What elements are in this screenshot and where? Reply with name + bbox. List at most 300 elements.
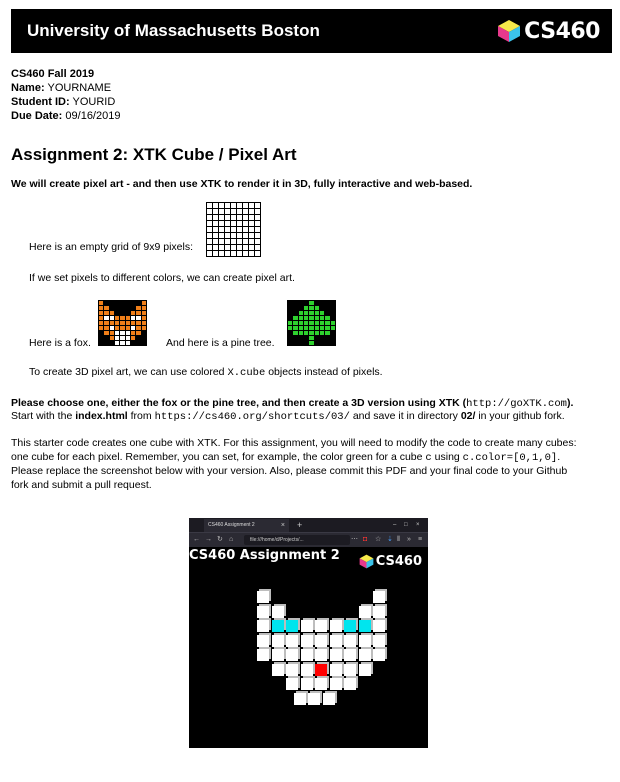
pixel xyxy=(104,341,108,345)
pixel xyxy=(293,336,297,340)
tree-text: And here is a pine tree. xyxy=(166,337,275,349)
grid-cell xyxy=(255,203,260,208)
pixel xyxy=(136,341,140,345)
grid-cell xyxy=(213,215,218,220)
browser-tab[interactable]: CS460 Assignment 2 × xyxy=(204,519,289,532)
grid-cell xyxy=(231,245,236,250)
student-meta xyxy=(11,67,120,123)
grid-cell xyxy=(225,245,230,250)
pixel xyxy=(99,301,103,305)
pixel xyxy=(120,316,124,320)
grid-cell xyxy=(207,251,212,256)
pixel xyxy=(299,301,303,305)
pixel xyxy=(320,311,324,315)
university-title: University of Massachusetts Boston xyxy=(27,21,320,40)
pixel xyxy=(142,341,146,345)
new-tab-icon[interactable]: + xyxy=(297,520,303,530)
pixel xyxy=(288,316,292,320)
para-line-4: fork and submit a pull request. xyxy=(11,479,152,491)
pixel xyxy=(126,326,130,330)
pixel xyxy=(131,311,135,315)
cube xyxy=(286,664,298,676)
grid-cell xyxy=(225,209,230,214)
grid-cell xyxy=(225,215,230,220)
pixel xyxy=(299,331,303,335)
grid-cell xyxy=(225,233,230,238)
pixel xyxy=(110,331,114,335)
pixel xyxy=(136,331,140,335)
pixel xyxy=(110,341,114,345)
cube xyxy=(330,678,342,690)
grid-cell xyxy=(231,203,236,208)
grid-cell xyxy=(213,251,218,256)
cube xyxy=(330,664,342,676)
grid-cell xyxy=(207,203,212,208)
choose-text: Please choose one, either the fox or the pine tree, and then create a 3D version using XTK (http://goXTK.com). xyxy=(11,397,574,410)
grid-cell xyxy=(207,239,212,244)
menu-icon[interactable]: ≡ xyxy=(418,536,423,543)
grid-cell xyxy=(237,227,242,232)
pixel xyxy=(331,301,335,305)
pixel xyxy=(99,316,103,320)
grid-cell xyxy=(237,215,242,220)
grid-cell xyxy=(219,209,224,214)
cube xyxy=(344,635,356,647)
grid-cell xyxy=(249,233,254,238)
cube xyxy=(308,693,320,705)
grid-cell xyxy=(243,245,248,250)
pixel xyxy=(115,321,119,325)
cube xyxy=(272,664,284,676)
empty-pixel-grid xyxy=(206,202,261,257)
pixel xyxy=(309,326,313,330)
pixel xyxy=(126,321,130,325)
pixel xyxy=(115,331,119,335)
pixel xyxy=(293,301,297,305)
grid-cell xyxy=(237,209,242,214)
grid-cell xyxy=(237,251,242,256)
grid-cell xyxy=(237,203,242,208)
download-icon[interactable]: ⇣ xyxy=(387,536,393,543)
pixel xyxy=(315,316,319,320)
pixel xyxy=(131,321,135,325)
browser-tab-bar xyxy=(189,518,428,532)
cube xyxy=(301,649,313,661)
pine-tree-pixel-art xyxy=(287,300,336,346)
pixel xyxy=(131,316,135,320)
pixel xyxy=(315,306,319,310)
pixel xyxy=(325,336,329,340)
pixel xyxy=(99,336,103,340)
pixel xyxy=(99,326,103,330)
pocket-icon[interactable]: ◘ xyxy=(363,536,368,543)
pixel xyxy=(110,316,114,320)
grid-cell xyxy=(219,215,224,220)
pixel xyxy=(293,306,297,310)
pixel xyxy=(304,326,308,330)
intro-text: We will create pixel art - and then use XTK to render it in 3D, fully interactive and web-based. xyxy=(11,178,473,190)
pixel xyxy=(315,311,319,315)
grid-cell xyxy=(255,233,260,238)
grid-cell xyxy=(249,245,254,250)
grid-cell xyxy=(219,239,224,244)
pixel xyxy=(99,331,103,335)
pixel xyxy=(315,341,319,345)
grid-cell xyxy=(255,221,260,226)
pixel xyxy=(309,336,313,340)
cube xyxy=(315,649,327,661)
empty-grid-text: Here is an empty grid of 9x9 pixels: xyxy=(29,241,193,253)
pixel xyxy=(315,326,319,330)
browser-screenshot xyxy=(189,518,428,748)
grid-cell xyxy=(225,221,230,226)
grid-cell xyxy=(231,221,236,226)
pixel xyxy=(115,311,119,315)
cube xyxy=(301,678,313,690)
cube xyxy=(286,649,298,661)
grid-cell xyxy=(231,239,236,244)
start-text: Start with the index.html from https://cs460.org/shortcuts/03/ and save it in directory 02/ in your github fork. xyxy=(11,410,565,423)
cube xyxy=(359,635,371,647)
grid-cell xyxy=(243,203,248,208)
cube xyxy=(373,606,385,618)
tab-close-icon[interactable]: × xyxy=(280,522,285,529)
pixel xyxy=(126,316,130,320)
pixel xyxy=(142,331,146,335)
pixel xyxy=(320,326,324,330)
cube xyxy=(373,591,385,603)
cube xyxy=(257,620,269,632)
pixel xyxy=(331,321,335,325)
grid-cell xyxy=(225,251,230,256)
grid-cell xyxy=(255,227,260,232)
pixel xyxy=(299,341,303,345)
pixel xyxy=(136,336,140,340)
para-line-3: Please replace the screenshot below with your version. Also, please commit this PDF and your final code to your Github xyxy=(11,465,568,477)
app-title: CS460 Assignment 2 xyxy=(189,548,340,563)
pixel xyxy=(120,306,124,310)
pixel xyxy=(120,326,124,330)
cube xyxy=(330,620,342,632)
pixel xyxy=(288,321,292,325)
pixel xyxy=(309,306,313,310)
grid-cell xyxy=(213,239,218,244)
pixel xyxy=(304,301,308,305)
pixel xyxy=(331,341,335,345)
pixel xyxy=(320,316,324,320)
pixel xyxy=(126,341,130,345)
cube xyxy=(286,635,298,647)
pixel xyxy=(304,341,308,345)
pixel xyxy=(142,326,146,330)
grid-cell xyxy=(249,209,254,214)
pixel xyxy=(315,336,319,340)
grid-cell xyxy=(237,233,242,238)
pixel xyxy=(288,311,292,315)
grid-cell xyxy=(237,221,242,226)
pixel xyxy=(325,311,329,315)
pixel xyxy=(99,341,103,345)
pixel xyxy=(293,321,297,325)
home-icon[interactable]: ⌂ xyxy=(229,536,234,543)
pixel xyxy=(99,321,103,325)
pixel xyxy=(104,321,108,325)
cube-text: To create 3D pixel art, we can use colored X.cube objects instead of pixels. xyxy=(29,366,383,379)
pixel xyxy=(320,331,324,335)
pixel xyxy=(299,311,303,315)
pixel xyxy=(320,341,324,345)
grid-cell xyxy=(213,221,218,226)
name-line: Name: YOURNAME xyxy=(11,82,112,94)
pixel xyxy=(131,341,135,345)
pixel xyxy=(304,321,308,325)
cube xyxy=(330,649,342,661)
grid-cell xyxy=(231,227,236,232)
pixel xyxy=(142,316,146,320)
cube xyxy=(315,678,327,690)
grid-cell xyxy=(249,239,254,244)
url-bar[interactable]: file:///home/d/Projects/... xyxy=(244,535,350,545)
cs460-logo xyxy=(497,17,600,45)
maximize-icon[interactable]: □ xyxy=(404,522,408,528)
3d-fox-scene[interactable] xyxy=(257,591,369,717)
pixel xyxy=(104,301,108,305)
grid-cell xyxy=(207,209,212,214)
cube xyxy=(294,693,306,705)
colors-text: If we set pixels to different colors, we can create pixel art. xyxy=(29,272,295,284)
cube xyxy=(359,620,371,632)
cube xyxy=(344,620,356,632)
pixel xyxy=(115,301,119,305)
cube xyxy=(315,635,327,647)
cube xyxy=(330,635,342,647)
pixel xyxy=(299,326,303,330)
grid-cell xyxy=(219,245,224,250)
pixel xyxy=(309,341,313,345)
grid-cell xyxy=(237,245,242,250)
pixel xyxy=(115,326,119,330)
pixel xyxy=(325,306,329,310)
pixel xyxy=(120,336,124,340)
pixel xyxy=(142,321,146,325)
cube xyxy=(359,664,371,676)
pixel xyxy=(104,316,108,320)
pixel xyxy=(304,311,308,315)
pixel xyxy=(293,341,297,345)
grid-cell xyxy=(249,251,254,256)
grid-cell xyxy=(243,251,248,256)
grid-cell xyxy=(243,239,248,244)
grid-cell xyxy=(231,233,236,238)
pixel xyxy=(99,306,103,310)
more-icon[interactable]: ⋯ xyxy=(351,536,358,543)
cube xyxy=(301,664,313,676)
pixel xyxy=(331,311,335,315)
pixel xyxy=(299,336,303,340)
pixel xyxy=(299,306,303,310)
student-id-line: Student ID: YOURID xyxy=(11,96,116,108)
pixel xyxy=(104,311,108,315)
pixel xyxy=(325,316,329,320)
pixel xyxy=(136,326,140,330)
pixel xyxy=(309,321,313,325)
pixel xyxy=(131,306,135,310)
pixel xyxy=(320,336,324,340)
pixel xyxy=(320,301,324,305)
app-logo: CS460 xyxy=(359,554,422,569)
grid-cell xyxy=(231,209,236,214)
page-header xyxy=(11,9,612,53)
grid-cell xyxy=(213,209,218,214)
course-line: CS460 Fall 2019 xyxy=(11,68,95,80)
pixel xyxy=(104,326,108,330)
pixel xyxy=(309,301,313,305)
pixel xyxy=(331,326,335,330)
grid-cell xyxy=(219,251,224,256)
pixel xyxy=(304,306,308,310)
grid-cell xyxy=(213,245,218,250)
grid-cell xyxy=(219,203,224,208)
fox-pixel-art xyxy=(98,300,147,346)
pixel xyxy=(293,326,297,330)
pixel xyxy=(120,341,124,345)
cube xyxy=(315,664,327,676)
browser-nav-bar xyxy=(189,532,428,547)
pixel xyxy=(131,336,135,340)
forward-icon[interactable]: → xyxy=(205,536,212,543)
grid-cell xyxy=(213,227,218,232)
grid-cell xyxy=(207,215,212,220)
cube-logo-icon xyxy=(497,19,521,43)
back-icon[interactable]: ← xyxy=(193,536,200,543)
pixel xyxy=(131,301,135,305)
grid-cell xyxy=(219,227,224,232)
cube xyxy=(272,620,284,632)
grid-cell xyxy=(225,203,230,208)
grid-cell xyxy=(255,215,260,220)
grid-cell xyxy=(243,233,248,238)
cube xyxy=(257,635,269,647)
pixel xyxy=(325,331,329,335)
pixel xyxy=(142,336,146,340)
grid-cell xyxy=(237,239,242,244)
grid-cell xyxy=(249,203,254,208)
pixel xyxy=(331,336,335,340)
pixel xyxy=(115,341,119,345)
cube xyxy=(257,649,269,661)
pixel xyxy=(99,311,103,315)
pixel xyxy=(142,301,146,305)
pixel xyxy=(126,306,130,310)
pixel xyxy=(288,306,292,310)
grid-cell xyxy=(243,221,248,226)
window-close-icon[interactable]: × xyxy=(416,522,420,528)
pixel xyxy=(104,331,108,335)
pixel xyxy=(120,321,124,325)
overflow-icon[interactable]: » xyxy=(407,536,411,543)
cube xyxy=(344,649,356,661)
grid-cell xyxy=(249,221,254,226)
pixel xyxy=(309,311,313,315)
cube xyxy=(257,606,269,618)
pixel xyxy=(104,336,108,340)
cube xyxy=(373,620,385,632)
pixel xyxy=(126,336,130,340)
pixel xyxy=(325,301,329,305)
grid-cell xyxy=(219,233,224,238)
pixel xyxy=(288,341,292,345)
para-line-2: one cube for each pixel. Remember, you can set, for example, the color green for a cube c using c.color=[0,1,0]. xyxy=(11,451,561,464)
pixel xyxy=(136,301,140,305)
pixel xyxy=(293,331,297,335)
grid-cell xyxy=(249,227,254,232)
cube xyxy=(272,635,284,647)
cube xyxy=(286,678,298,690)
pixel xyxy=(288,331,292,335)
cube-logo-icon xyxy=(359,554,374,569)
pixel xyxy=(142,311,146,315)
pixel xyxy=(331,331,335,335)
pixel xyxy=(136,311,140,315)
fox-text: Here is a fox. xyxy=(29,337,91,349)
library-icon[interactable]: ⫴ xyxy=(397,536,400,543)
grid-cell xyxy=(225,227,230,232)
pixel xyxy=(304,316,308,320)
pixel xyxy=(304,336,308,340)
pixel xyxy=(315,301,319,305)
pixel xyxy=(315,321,319,325)
assignment-title: Assignment 2: XTK Cube / Pixel Art xyxy=(11,145,297,164)
pixel xyxy=(299,316,303,320)
pixel xyxy=(115,306,119,310)
cube xyxy=(344,664,356,676)
pixel xyxy=(104,306,108,310)
cube xyxy=(257,591,269,603)
para-line-1: This starter code creates one cube with XTK. For this assignment, you will need to modify the code to create many cubes: xyxy=(11,437,577,449)
cube xyxy=(301,635,313,647)
logo-text: CS460 xyxy=(524,18,600,44)
pixel xyxy=(131,331,135,335)
pixel xyxy=(115,316,119,320)
pixel xyxy=(325,326,329,330)
minimize-icon[interactable]: – xyxy=(393,522,397,528)
grid-cell xyxy=(213,203,218,208)
grid-cell xyxy=(231,251,236,256)
grid-cell xyxy=(231,215,236,220)
grid-cell xyxy=(255,251,260,256)
pixel xyxy=(136,306,140,310)
pixel xyxy=(304,331,308,335)
pixel xyxy=(131,326,135,330)
cube xyxy=(315,620,327,632)
pixel xyxy=(293,316,297,320)
grid-cell xyxy=(219,221,224,226)
pixel xyxy=(309,316,313,320)
pixel xyxy=(136,316,140,320)
grid-cell xyxy=(207,227,212,232)
grid-cell xyxy=(213,233,218,238)
bookmark-star-icon[interactable]: ☆ xyxy=(375,536,382,543)
grid-cell xyxy=(255,209,260,214)
pixel xyxy=(331,316,335,320)
pixel xyxy=(110,306,114,310)
cube xyxy=(359,649,371,661)
pixel xyxy=(126,331,130,335)
reload-icon[interactable]: ↻ xyxy=(217,536,223,543)
pixel xyxy=(288,326,292,330)
grid-cell xyxy=(255,239,260,244)
pixel xyxy=(126,311,130,315)
